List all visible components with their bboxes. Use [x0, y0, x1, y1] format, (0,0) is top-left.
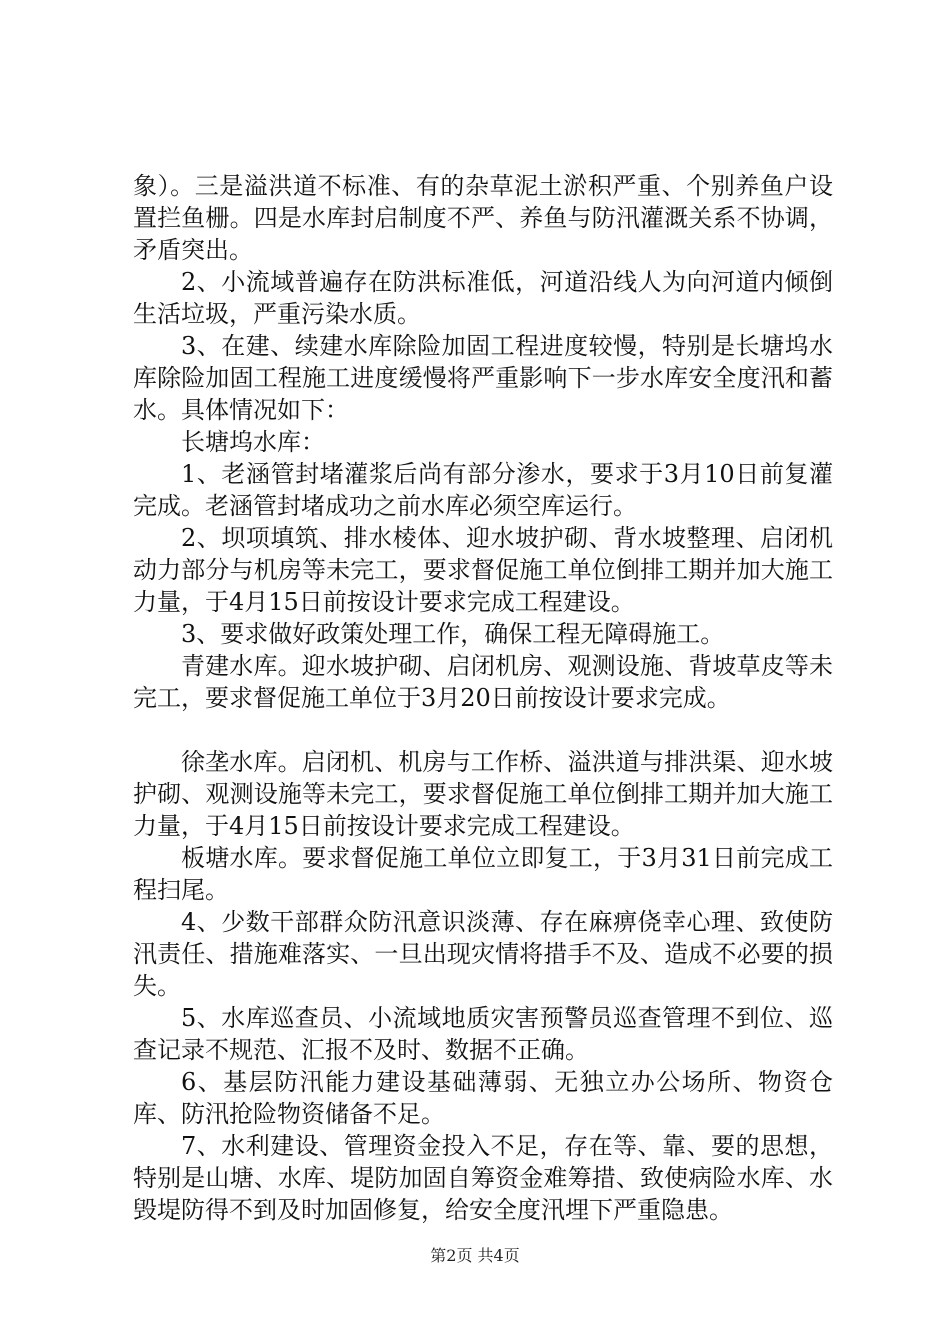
paragraph-spacer	[133, 714, 833, 746]
paragraph-bantang-reservoir: 板塘水库。要求督促施工单位立即复工，于3月31日前完成工程扫尾。	[133, 844, 833, 904]
paragraph-qingjian-reservoir: 青建水库。迎水坡护砌、启闭机房、观测设施、背坡草皮等未完工，要求督促施工单位于3月20日前按设计要求完成。	[133, 652, 833, 712]
paragraph-item-2: 2、小流域普遍存在防洪标准低，河道沿线人为向河道内倾倒生活垃圾，严重污染水质。	[133, 268, 833, 328]
paragraph-changtangwu-heading: 长塘坞水库：	[181, 428, 325, 456]
paragraph-changtangwu-3: 3、要求做好政策处理工作，确保工程无障碍施工。	[181, 620, 725, 648]
page-footer: 第2页 共4页	[430, 1246, 520, 1265]
paragraph-item-7: 7、水利建设、管理资金投入不足，存在等、靠、要的思想，特别是山塘、水库、堤防加固自筹资金难筹措、致使病险水库、水毁堤防得不到及时加固修复，给安全度汛埋下严重隐患。	[133, 1132, 833, 1224]
paragraph-item-5: 5、水库巡查员、小流域地质灾害预警员巡查管理不到位、巡查记录不规范、汇报不及时、数据不正确。	[133, 1004, 833, 1064]
document-body	[133, 170, 833, 1226]
paragraph-changtangwu-1: 1、老涵管封堵灌浆后尚有部分渗水，要求于3月10日前复灌完成。老涵管封堵成功之前水库必须空库运行。	[133, 460, 833, 520]
paragraph-item-6: 6、基层防汛能力建设基础薄弱、无独立办公场所、物资仓库、防汛抢险物资储备不足。	[133, 1068, 833, 1128]
paragraph-item-4: 4、少数干部群众防汛意识淡薄、存在麻痹侥幸心理、致使防汛责任、措施难落实、一旦出现灾情将措手不及、造成不必要的损失。	[133, 908, 833, 1000]
paragraph-changtangwu-2: 2、坝项填筑、排水棱体、迎水坡护砌、背水坡整理、启闭机动力部分与机房等未完工，要求督促施工单位倒排工期并加大施工力量，于4月15日前按设计要求完成工程建设。	[133, 524, 833, 616]
paragraph-continuation: 象）。三是溢洪道不标准、有的杂草泥土淤积严重、个别养鱼户设置拦鱼栅。四是水库封启制度不严、养鱼与防汛灌溉关系不协调，矛盾突出。	[133, 172, 833, 264]
paragraph-item-3: 3、在建、续建水库除险加固工程进度较慢，特别是长塘坞水库除险加固工程施工进度缓慢将严重影响下一步水库安全度汛和蓄水。具体情况如下：	[133, 332, 833, 424]
paragraph-xulong-reservoir: 徐垄水库。启闭机、机房与工作桥、溢洪道与排洪渠、迎水坡护砌、观测设施等未完工，要求督促施工单位倒排工期并加大施工力量，于4月15日前按设计要求完成工程建设。	[133, 748, 833, 840]
